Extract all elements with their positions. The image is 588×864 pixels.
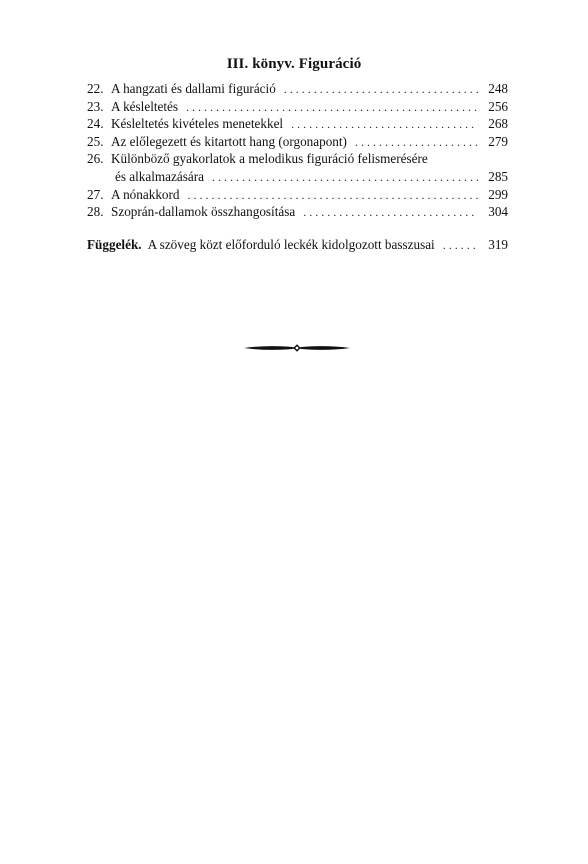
toc-entry-title: A hangzati és dallami figuráció: [111, 81, 276, 96]
dot-leader: [186, 99, 478, 117]
toc-entry-number: 27.: [87, 186, 104, 202]
toc-entry-number: 23.: [87, 98, 104, 114]
toc-entry-28: [87, 203, 508, 221]
appendix-entry: [87, 236, 508, 254]
dot-leader: [188, 187, 479, 205]
toc-entry-page: 285: [488, 168, 508, 184]
section-title: III. könyv. Figuráció: [226, 56, 362, 72]
toc-entry-title: A késleltetés: [111, 98, 179, 114]
dot-leader: [355, 134, 478, 152]
dot-leader: [443, 237, 478, 255]
toc-entry-26: [87, 150, 508, 168]
toc-entry-27: [87, 186, 508, 204]
toc-entry-page: 268: [488, 116, 508, 132]
toc-entry-title: Késleltetés kivételes menetekkel: [111, 116, 284, 132]
toc-entry-23: [87, 98, 508, 116]
toc-entry-26-continued: [87, 168, 508, 186]
toc-entry-24: [87, 115, 508, 133]
toc-entry-page: 304: [488, 204, 508, 220]
toc-entry-number: 26.: [87, 151, 104, 167]
table-of-contents: [87, 80, 508, 221]
toc-entry-title: Különböző gyakorlatok a melodikus figuráció felismerésére: [111, 151, 428, 167]
toc-entry-number: 28.: [87, 204, 104, 220]
toc-entry-page: 299: [488, 186, 508, 202]
toc-entry-number: 24.: [87, 116, 104, 132]
toc-entry-number: 22.: [87, 81, 104, 96]
toc-entry-title: Az előlegezett és kitartott hang (orgonapont): [111, 133, 347, 149]
toc-entry-22: [87, 80, 508, 98]
toc-entry-number: 25.: [87, 133, 104, 149]
toc-entry-page: 279: [488, 133, 508, 149]
dot-leader: [212, 169, 478, 187]
appendix-label: Függelék.: [87, 237, 142, 252]
toc-entry-title: A nónakkord: [111, 186, 180, 202]
fleuron-divider-icon: [244, 342, 350, 354]
toc-entry-title: Szoprán-dallamok összhangosítása: [111, 204, 296, 220]
appendix-title: A szöveg közt előforduló leckék kidolgozott basszusai: [147, 237, 435, 252]
dot-leader: [284, 81, 478, 99]
toc-entry-25: [87, 133, 508, 151]
toc-entry-page: 256: [488, 98, 508, 114]
toc-entry-title-continued: és alkalmazására: [115, 168, 204, 184]
dot-leader: [303, 204, 478, 222]
appendix-page: 319: [488, 237, 508, 252]
toc-entry-page: 248: [488, 81, 508, 96]
dot-leader: [291, 116, 478, 134]
